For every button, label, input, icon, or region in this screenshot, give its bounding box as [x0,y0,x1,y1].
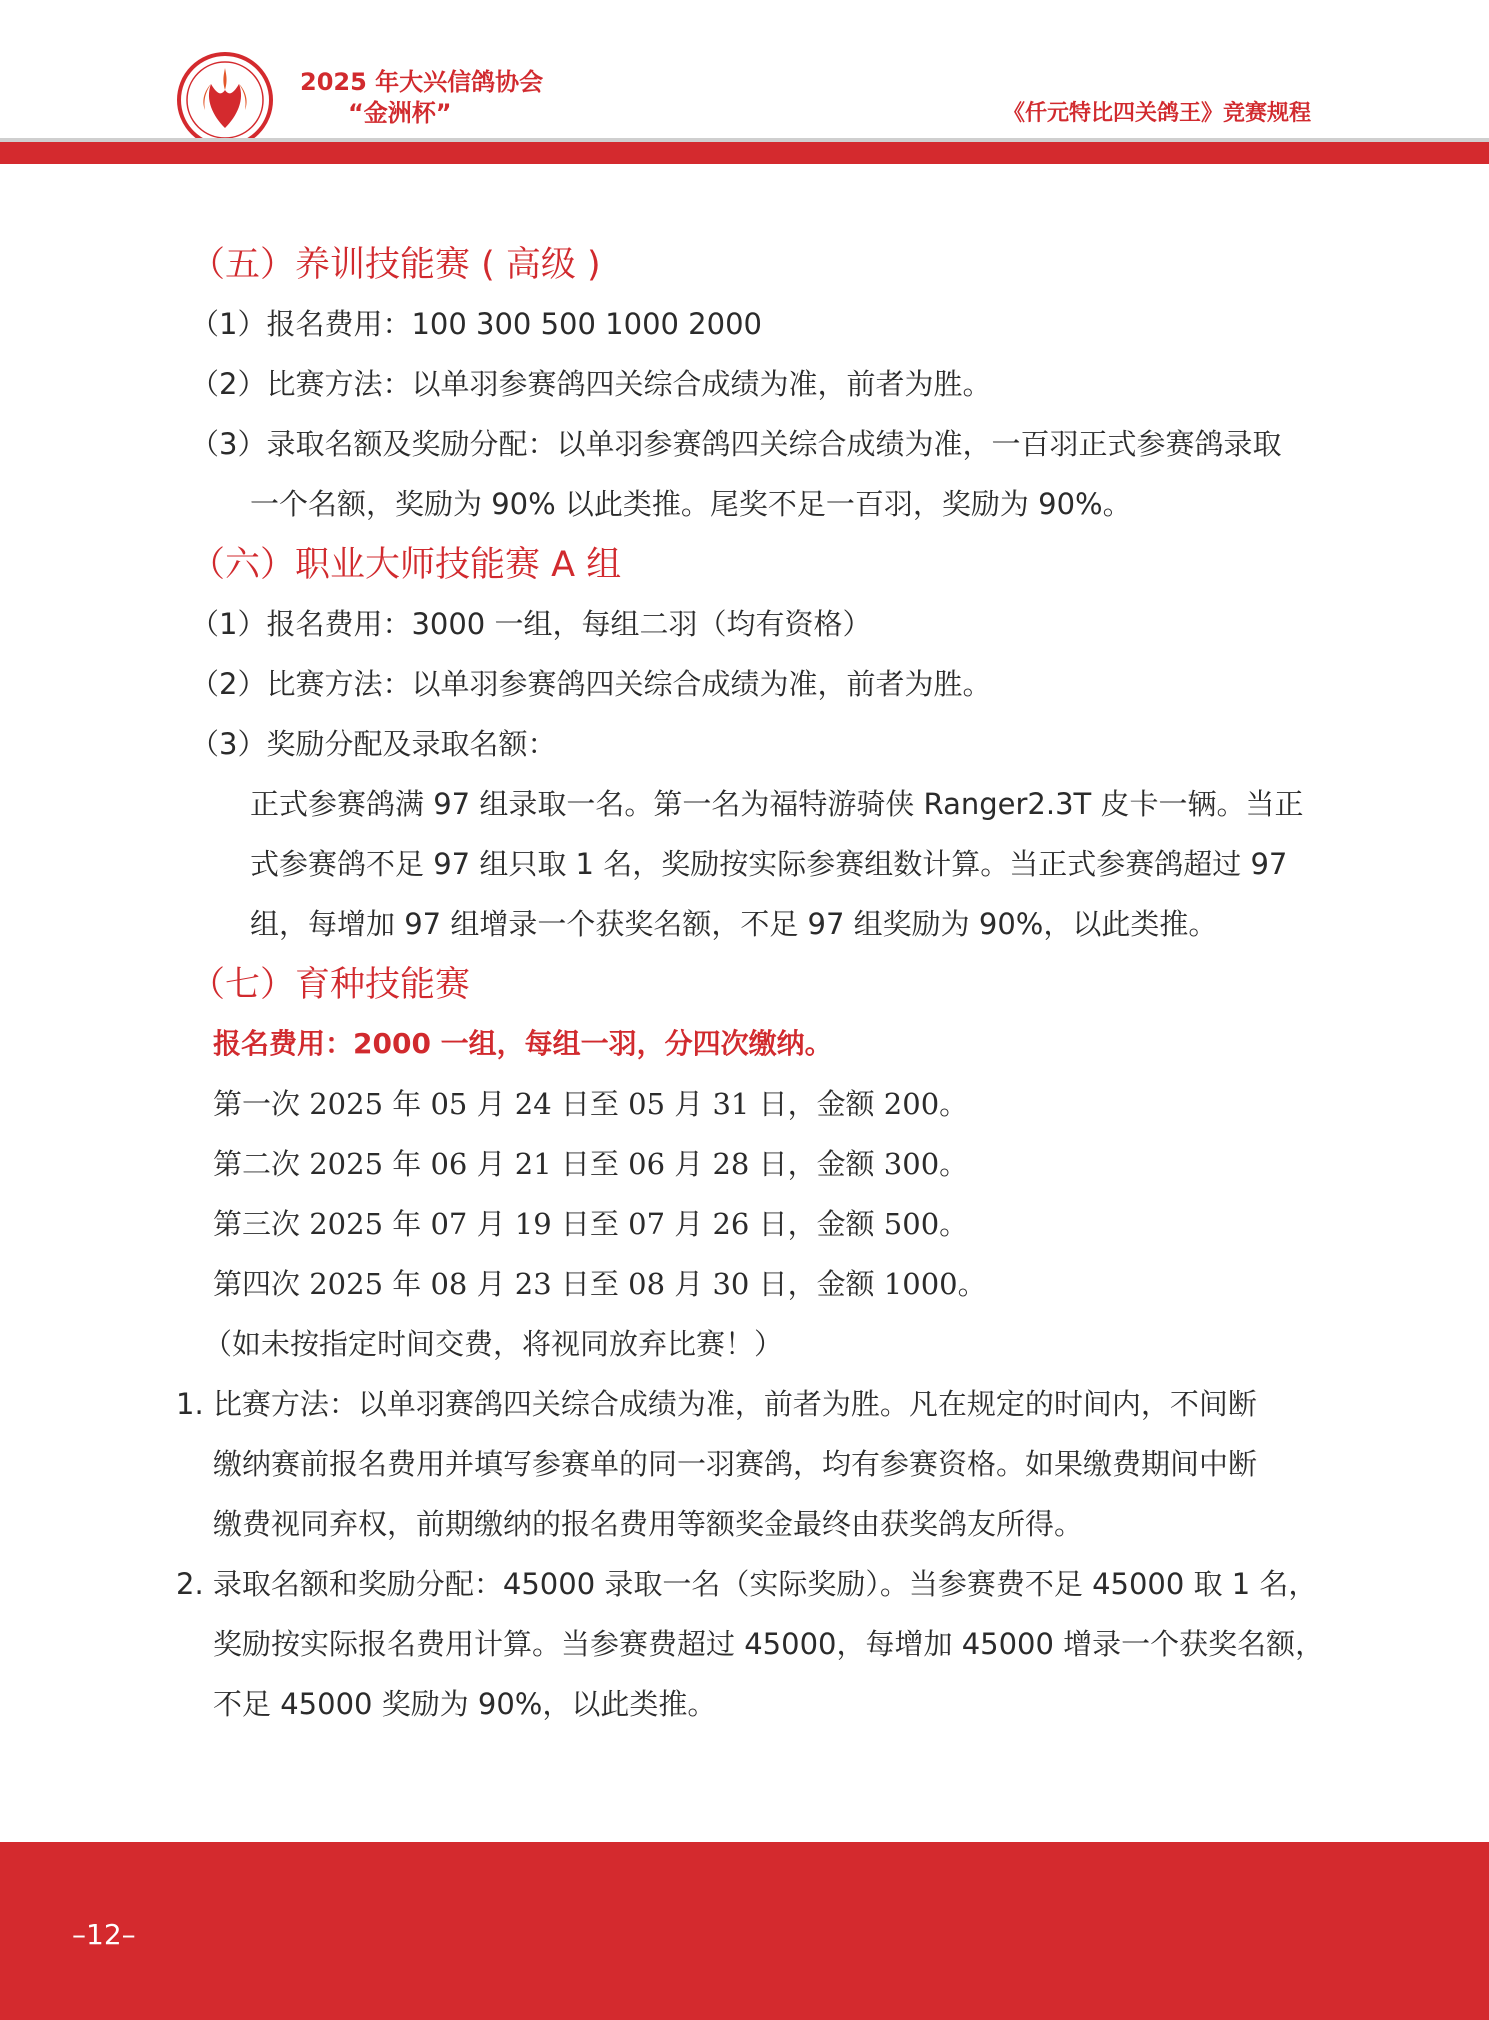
section-7-award: 2. 录取名额和奖励分配：45000 录取一名（实际奖励）。当参赛费不足 45000 取 1 名， [176,1567,1318,1601]
section-7-method: 1. 比赛方法：以单羽赛鸽四关综合成绩为准，前者为胜。凡在规定的时间内，不间断 [176,1387,1257,1421]
section-7-award-cont: 不足 45000 奖励为 90%，以此类推。 [213,1687,717,1721]
cup-name: “金洲杯” [348,99,452,127]
payment-schedule-1: 第一次 2025 年 05 月 24 日至 05 月 31 日，金额 200。 [213,1087,969,1121]
section-6-item-3: （3）奖励分配及录取名额： [190,727,557,761]
section-7-method-cont: 缴纳赛前报名费用并填写参赛单的同一羽赛鸽，均有参赛资格。如果缴费期间中断 [213,1447,1258,1481]
payment-note: （如未按指定时间交费，将视同放弃比赛！） [203,1327,784,1361]
payment-schedule-3: 第三次 2025 年 07 月 19 日至 07 月 26 日，金额 500。 [213,1207,969,1241]
section-7-fee: 报名费用：2000 一组，每组一羽，分四次缴纳。 [213,1027,833,1060]
payment-schedule-4: 第四次 2025 年 08 月 23 日至 08 月 30 日，金额 1000。 [213,1267,987,1301]
header-org [300,66,543,128]
section-7-award-cont: 奖励按实际报名费用计算。当参赛费超过 45000，每增加 45000 增录一个获奖名额， [213,1627,1325,1661]
header-red-band [0,142,1489,164]
association-logo [175,50,275,150]
section-6-paragraph: 式参赛鸽不足 97 组只取 1 名，奖励按实际参赛组数计算。当正式参赛鸽超过 97 [250,847,1288,881]
section-5-item-1: （1）报名费用：100 300 500 1000 2000 [190,307,762,341]
section-5-item-3: （3）录取名额及奖励分配：以单羽参赛鸽四关综合成绩为准，一百羽正式参赛鸽录取 [190,427,1282,461]
page-footer [0,1842,1489,2020]
document-title: 《仟元特比四关鸽王》竞赛规程 [1002,101,1311,126]
section-6-paragraph: 正式参赛鸽满 97 组录取一名。第一名为福特游骑侠 Ranger2.3T 皮卡一辆。当正 [250,787,1304,821]
payment-schedule-2: 第二次 2025 年 06 月 21 日至 06 月 28 日，金额 300。 [213,1147,969,1181]
section-5-item-3-cont: 一个名额，奖励为 90% 以此类推。尾奖不足一百羽，奖励为 90%。 [250,487,1132,521]
section-5-item-2: （2）比赛方法：以单羽参赛鸽四关综合成绩为准，前者为胜。 [190,367,992,401]
section-5-heading: （五）养训技能赛 ( 高级 ) [190,245,601,285]
page-header [0,0,1489,140]
section-6-item-2: （2）比赛方法：以单羽参赛鸽四关综合成绩为准，前者为胜。 [190,667,992,701]
section-6-paragraph: 组，每增加 97 组增录一个获奖名额，不足 97 组奖励为 90%，以此类推。 [250,907,1218,941]
page-number: –12– [72,1918,136,1951]
section-7-method-cont: 缴费视同弃权，前期缴纳的报名费用等额奖金最终由获奖鸽友所得。 [213,1507,1084,1541]
section-6-heading: （六）职业大师技能赛 A 组 [190,545,622,585]
section-6-item-1: （1）报名费用：3000 一组，每组二羽（均有资格） [190,607,872,641]
org-name: 2025 年大兴信鸽协会 [300,68,544,96]
section-7-heading: （七）育种技能赛 [190,965,471,1005]
